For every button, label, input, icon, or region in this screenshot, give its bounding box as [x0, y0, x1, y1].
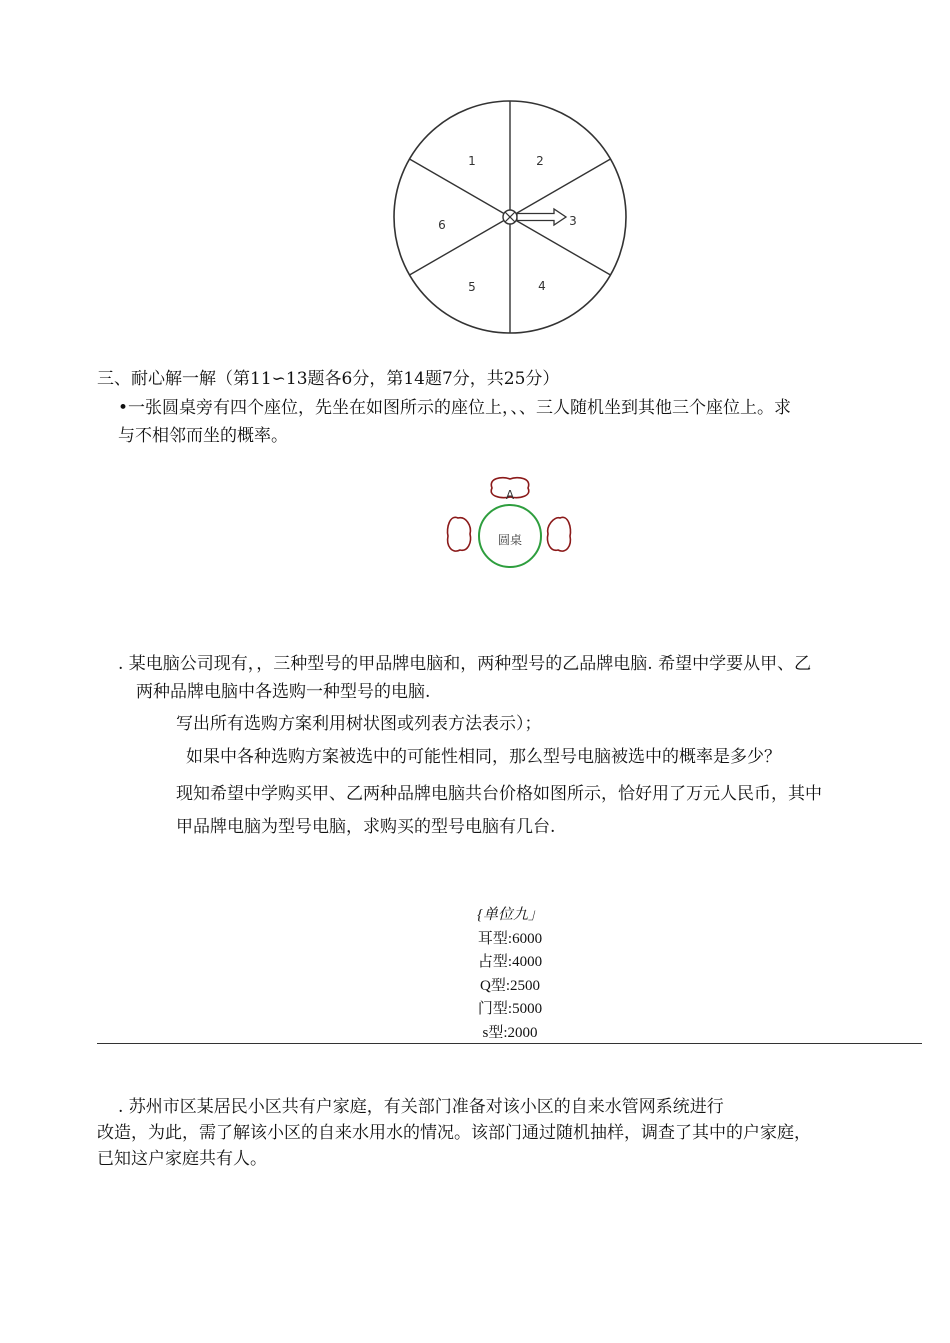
price-list-item: s型:2000: [482, 1024, 538, 1041]
question-13-line-2: 改造，为此，需了解该小区的自来水用水的情况。该部门通过随机抽样，调查了其中的户家庭，: [97, 1123, 811, 1143]
price-list-item: 占型:4000: [477, 954, 543, 970]
price-list: [440, 904, 580, 1045]
question-12-line-1: . 某电脑公司现有，，三种型号的甲品牌电脑和，两种型号的乙品牌电脑. 希望中学要从甲、乙: [118, 654, 812, 674]
table-label: 圆桌: [497, 533, 523, 547]
round-table-figure: [440, 470, 580, 570]
question-12-part-1: 写出所有选购方案利用树状图或列表方法表示）；: [176, 714, 542, 734]
spinner-arrow: [517, 209, 566, 225]
spinner-sector-label: 1: [468, 154, 476, 168]
spinner-figure: [388, 95, 632, 339]
spinner-sector-label: 4: [538, 279, 546, 293]
spinner-sector-label: 6: [438, 218, 446, 232]
question-13-line-1: . 苏州市区某居民小区共有户家庭，有关部门准备对该小区的自来水管网系统进行: [118, 1097, 724, 1117]
price-list-heading: {单位九」: [477, 907, 543, 923]
question-12-part-3-line-2: 甲品牌电脑为型号电脑，求购买的型号电脑有几台.: [176, 817, 556, 837]
question-12-part-3-line-1: 现知希望中学购买甲、乙两种品牌电脑共台价格如图所示，恰好用了万元人民币，其中: [176, 784, 822, 804]
question-11-line-2: 与不相邻而坐的概率。: [118, 426, 288, 446]
section-heading: 三、耐心解一解（第11∽13题各6分，第14题7分，共25分）: [97, 369, 560, 389]
seat-right: [547, 517, 570, 551]
seat-label: A: [505, 488, 515, 502]
price-list-item: 门型:5000: [477, 1001, 543, 1017]
question-12-line-2: 两种品牌电脑中各选购一种型号的电脑.: [136, 682, 431, 702]
price-list-item: Q型:2500: [479, 977, 540, 994]
price-list-item: 耳型:6000: [477, 930, 543, 947]
spinner-sector-label: 2: [536, 154, 544, 168]
question-12-part-2: 如果中各种选购方案被选中的可能性相同，那么型号电脑被选中的概率是多少？: [186, 747, 781, 767]
seat-left: [447, 517, 470, 551]
question-11-line-1: •一张圆桌旁有四个座位，先坐在如图所示的座位上，、、三人随机坐到其他三个座位上。求: [118, 398, 792, 418]
spinner-sector-label: 3: [569, 214, 577, 228]
spinner-sector-label: 5: [468, 280, 476, 294]
question-13-line-3: 已知这户家庭共有人。: [97, 1149, 267, 1169]
divider-line: [97, 1043, 922, 1044]
